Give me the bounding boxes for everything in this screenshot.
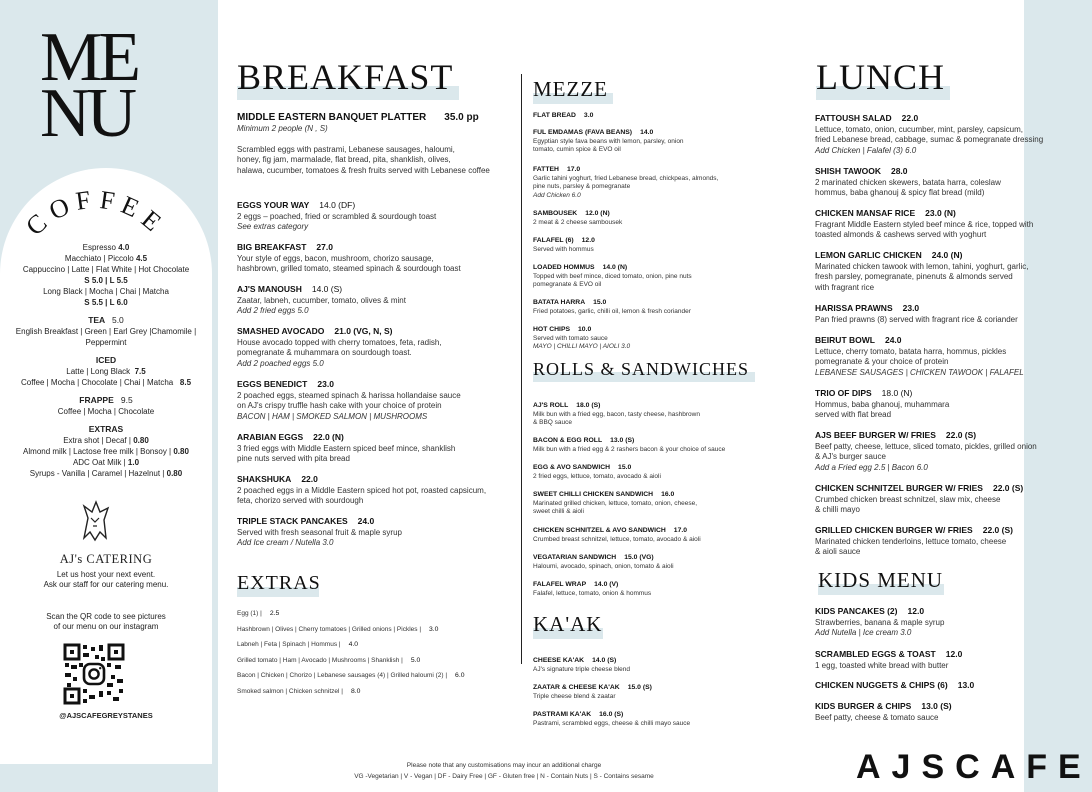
menu-item: BACON & EGG ROLL 13.0 (S) Milk bun with a fried egg & 2 rashers bacon & your choice of sauce bbox=[533, 437, 726, 453]
extras-row: Smoked salmon | Chicken schnitzel | 8.0 bbox=[237, 687, 361, 695]
tea-row: Peppermint bbox=[85, 338, 127, 347]
breakfast-heading: BREAKFAST bbox=[237, 56, 453, 98]
menu-item: SHAKSHUKA 22.0 2 poached eggs in a Middle Eastern spiced hot pot, roasted capsicum, feta, chorizo served with sourdough bbox=[237, 474, 487, 505]
menu-item: ARABIAN EGGS 22.0 (N) 3 fried eggs with Middle Eastern spiced beef mince, shanklish pine nuts served with pita bread bbox=[237, 432, 456, 463]
tea-heading: TEA 5.0 bbox=[88, 315, 124, 325]
coffee-letter: O bbox=[44, 191, 74, 226]
frappe-heading: FRAPPE 9.5 bbox=[79, 395, 133, 405]
extras-row: Labneh | Feta | Spinach | Hommus | 4.0 bbox=[237, 641, 359, 648]
extras-row: Syrups - Vanilla | Caramel | Hazelnut | 0.80 bbox=[29, 469, 183, 478]
menu-item: SMASHED AVOCADO 21.0 (VG, N, S) House avocado topped with cherry tomatoes, feta, radish, pomegranate & muhammara on sourdough toast. Add 2 poached eggs 5.0 bbox=[237, 326, 442, 368]
coffee-row: Long Black | Mocha | Chai | Matcha bbox=[43, 287, 169, 296]
lunch-heading: LUNCH bbox=[816, 56, 945, 98]
extras-row: Bacon | Chicken | Chorizo | Lebanese sausages (4) | Grilled haloumi (2) | 6.0 bbox=[237, 672, 465, 679]
menu-item: AJ'S ROLL 18.0 (S) Milk bun with a fried egg, bacon, tasty cheese, hashbrown & BBQ sauce bbox=[533, 402, 700, 426]
menu-item: FALAFEL WRAP 14.0 (V) Falafel, lettuce, tomato, onion & hommus bbox=[533, 581, 652, 597]
extras-row: Egg (1) | 2.5 bbox=[237, 610, 280, 617]
extras-row: Grilled tomato | Ham | Avocado | Mushrooms | Shanklish | 5.0 bbox=[237, 656, 421, 664]
menu-item: AJ'S MANOUSH 14.0 (S) Zaatar, labneh, cucumber, tomato, olives & mint Add 2 fried eggs 5.0 bbox=[237, 284, 406, 315]
menu-item: GRILLED CHICKEN BURGER W/ FRIES 22.0 (S) Marinated chicken tenderloins, lettuce tomato, cheese & aioli sauce bbox=[815, 525, 1013, 556]
coffee-letter: E bbox=[116, 190, 144, 224]
menu-item: FLAT BREAD 3.0 bbox=[533, 112, 594, 119]
menu-item: ZAATAR & CHEESE KA'AK 15.0 (S) Triple cheese blend & zaatar bbox=[533, 684, 652, 700]
menu-item: FALAFEL (6) 12.0 Served with hommus bbox=[533, 237, 595, 253]
extras-row: Extra shot | Decaf | 0.80 bbox=[63, 436, 149, 445]
menu-item: MIDDLE EASTERN BANQUET PLATTER 35.0 pp Minimum 2 people (N , S) Scrambled eggs with pastrami, Lebanese sausages, haloumi, honey, fig jam, marmalade, flat bread, pita, shanklish, olives, halawa, cucumber, tomatoes & fresh fruits served with Lebanese coffee bbox=[237, 112, 490, 175]
menu-item: PASTRAMI KA'AK 16.0 (S) Pastrami, scrambled eggs, cheese & chilli mayo sauce bbox=[533, 711, 691, 727]
extras-heading: EXTRAS bbox=[237, 572, 321, 595]
extras-list bbox=[237, 610, 517, 696]
kaak-heading: KA'AK bbox=[533, 612, 602, 637]
menu-item: SWEET CHILLI CHICKEN SANDWICH 16.0 Marinated grilled chicken, lettuce, tomato, onion, cheese, sweet chilli & aioli bbox=[533, 491, 698, 515]
iced-row: Latte | Long Black 7.5 bbox=[66, 367, 146, 376]
extras-heading: EXTRAS bbox=[88, 424, 124, 434]
extras-row: Almond milk | Lactose free milk | Bonsoy | 0.80 bbox=[23, 447, 189, 456]
menu-item: BIG BREAKFAST 27.0 Your style of eggs, bacon, mushroom, chorizo sausage, hashbrown, grilled tomato, steamed spinach & sourdough toast bbox=[237, 242, 461, 273]
extras-row: ADC Oat Milk | 1.0 bbox=[72, 458, 140, 467]
catering-title: AJ's CATERING bbox=[59, 552, 153, 566]
menu-item: SAMBOUSEK 12.0 (N) 2 meat & 2 cheese sambousek bbox=[533, 210, 623, 226]
iced-row: Coffee | Mocha | Chocolate | Chai | Matcha 8.5 bbox=[20, 378, 192, 387]
menu-item: EGGS YOUR WAY 14.0 (DF) 2 eggs – poached, fried or scrambled & sourdough toast See extras category bbox=[237, 200, 437, 231]
extras-row: Hashbrown | Olives | Cherry tomatoes | Grilled onions | Pickles | 3.0 bbox=[237, 625, 439, 633]
qr-text: Scan the QR code to see pictures of our menu on our instagram bbox=[46, 612, 166, 631]
menu-title-line1: ME bbox=[40, 19, 137, 96]
menu-item: CHICKEN MANSAF RICE 23.0 (N) Fragrant Middle Eastern styled beef mince & rice, topped with toasted almonds & cashews served with yoghurt bbox=[815, 208, 1034, 239]
brand-logo: AJSCAFE bbox=[856, 748, 1092, 786]
menu-item: EGGS BENEDICT 23.0 2 poached eggs, steamed spinach & harissa hollandaise sauce on AJ's crispy truffle hash cake with your choice of protein BACON | HAM | SMOKED SALMON | MUSHROOMS bbox=[237, 379, 461, 421]
menu-item: AJS BEEF BURGER W/ FRIES 22.0 (S) Beef patty, cheese, lettuce, sliced tomato, pickles, grilled onion & AJ's burger sauce Add a Fried egg 2.5 | Bacon 6.0 bbox=[815, 430, 1037, 472]
menu-item: FATTEH 17.0 Garlic tahini yoghurt, fried Lebanese bread, chickpeas, almonds, pine nuts, parsley & pomegranate Add Chicken 6.0 bbox=[533, 166, 719, 199]
lion-logo-icon bbox=[78, 498, 112, 542]
customisation-note: Please note that any customisations may incur an additional charge bbox=[406, 762, 602, 769]
menu-item: BATATA HARRA 15.0 Fried potatoes, garlic, chilli oil, lemon & fresh coriander bbox=[533, 299, 691, 315]
menu-item: KIDS BURGER & CHIPS 13.0 (S) Beef patty, cheese & tomato sauce bbox=[815, 701, 952, 722]
menu-item: BEIRUT BOWL 24.0 Lettuce, cherry tomato, batata harra, hommus, pickles pomegranate & your choice of protein LEBANESE SAUSAGES | CHICKEN TAWOOK | FALAFEL bbox=[815, 335, 1024, 377]
coffee-list bbox=[0, 242, 212, 479]
mezze-heading: MEZZE bbox=[533, 77, 608, 102]
coffee-letter: C bbox=[20, 208, 53, 242]
coffee-letter: F bbox=[98, 185, 117, 216]
tea-row: English Breakfast | Green | Earl Grey |Chamomile | bbox=[15, 327, 197, 336]
left-column bbox=[0, 0, 212, 792]
coffee-row: S 5.5 | L 6.0 bbox=[84, 298, 128, 307]
coffee-letter: F bbox=[73, 185, 93, 216]
menu-item: TRIO OF DIPS 18.0 (N) Hommus, baba ghanouj, muhammara served with flat bread bbox=[815, 388, 950, 419]
catering-text: Let us host your next event. Ask our staff for our catering menu. bbox=[43, 570, 169, 589]
frappe-row: Coffee | Mocha | Chocolate bbox=[57, 407, 155, 416]
menu-title bbox=[40, 19, 190, 152]
iced-heading: ICED bbox=[95, 355, 117, 365]
coffee-row: S 5.0 | L 5.5 bbox=[84, 276, 128, 285]
menu-item: KIDS PANCAKES (2) 12.0 Strawberries, banana & maple syrup Add Nutella | Ice cream 3.0 bbox=[815, 606, 945, 637]
coffee-letter: E bbox=[135, 204, 167, 237]
menu-item: CHICKEN NUGGETS & CHIPS (6) 13.0 bbox=[815, 680, 975, 690]
menu-item: SHISH TAWOOK 28.0 2 marinated chicken skewers, batata harra, coleslaw hommus, baba ghanouj & spicy flat bread (mild) bbox=[815, 166, 1001, 197]
menu-item: VEGATARIAN SANDWICH 15.0 (VG) Haloumi, avocado, spinach, onion, tomato & aioli bbox=[533, 554, 674, 570]
menu-item: FUL EMDAMAS (FAVA BEANS) 14.0 Egyptian style fava beans with lemon, parsley, onion tomato, cumin spice & EVO oil bbox=[533, 129, 684, 153]
rolls-heading: ROLLS & SANDWICHES bbox=[533, 359, 749, 380]
menu-item: SCRAMBLED EGGS & TOAST 12.0 1 egg, toasted white bread with butter bbox=[815, 649, 963, 670]
menu-item: FATTOUSH SALAD 22.0 Lettuce, tomato, onion, cucumber, mint, parsley, capsicum, fried Lebanese bread, cabbage, sumac & pomegranate dressing Add Chicken | Falafel (3) 6.0 bbox=[815, 113, 1044, 155]
menu-item: CHEESE KA'AK 14.0 (S) AJ's signature triple cheese blend bbox=[533, 657, 630, 673]
menu-item: LOADED HOMMUS 14.0 (N) Topped with beef mince, diced tomato, onion, pine nuts pomegranate & EVO oil bbox=[533, 264, 692, 288]
qr-code-icon[interactable] bbox=[63, 643, 125, 705]
coffee-row: Cappuccino | Latte | Flat White | Hot Chocolate bbox=[22, 265, 190, 274]
kids-heading: KIDS MENU bbox=[818, 568, 943, 593]
menu-item: CHICKEN SCHNITZEL BURGER W/ FRIES 22.0 (S) Crumbed chicken breast schnitzel, slaw mix, cheese & chilli mayo bbox=[815, 483, 1024, 514]
menu-item: HARISSA PRAWNS 23.0 Pan fried prawns (8) served with fragrant rice & coriander bbox=[815, 303, 1018, 324]
coffee-row: Macchiato | Piccolo 4.5 bbox=[64, 254, 148, 263]
menu-item: CHICKEN SCHNITZEL & AVO SANDWICH 17.0 Crumbed breast schnitzel, lettuce, tomato, avocado & aioli bbox=[533, 527, 701, 543]
menu-item: TRIPLE STACK PANCAKES 24.0 Served with fresh seasonal fruit & maple syrup Add Ice cream / Nutella 3.0 bbox=[237, 516, 402, 547]
menu-title-line2: NU bbox=[40, 75, 134, 152]
coffee-row: Espresso 4.0 bbox=[82, 243, 130, 252]
menu-item: EGG & AVO SANDWICH 15.0 2 fried eggs, lettuce, tomato, avocado & aioli bbox=[533, 464, 661, 480]
column-divider bbox=[521, 74, 522, 664]
coffee-heading bbox=[0, 185, 212, 242]
dietary-legend: VG -Vegetarian | V - Vegan | DF - Dairy Free | GF - Gluten free | N - Contain Nuts | S - Contains sesame bbox=[354, 773, 654, 780]
menu-item: HOT CHIPS 10.0 Served with tomato sauce MAYO | CHILLI MAYO | AIOLI 3.0 bbox=[533, 326, 631, 350]
instagram-handle[interactable]: @AJSCAFEGREYSTANES bbox=[59, 711, 153, 720]
menu-item: LEMON GARLIC CHICKEN 24.0 (N) Marinated chicken tawook with lemon, tahini, yoghurt, garlic, fresh parsley, pomegranate, pinenuts & almonds served with fragrant rice bbox=[815, 250, 1029, 292]
